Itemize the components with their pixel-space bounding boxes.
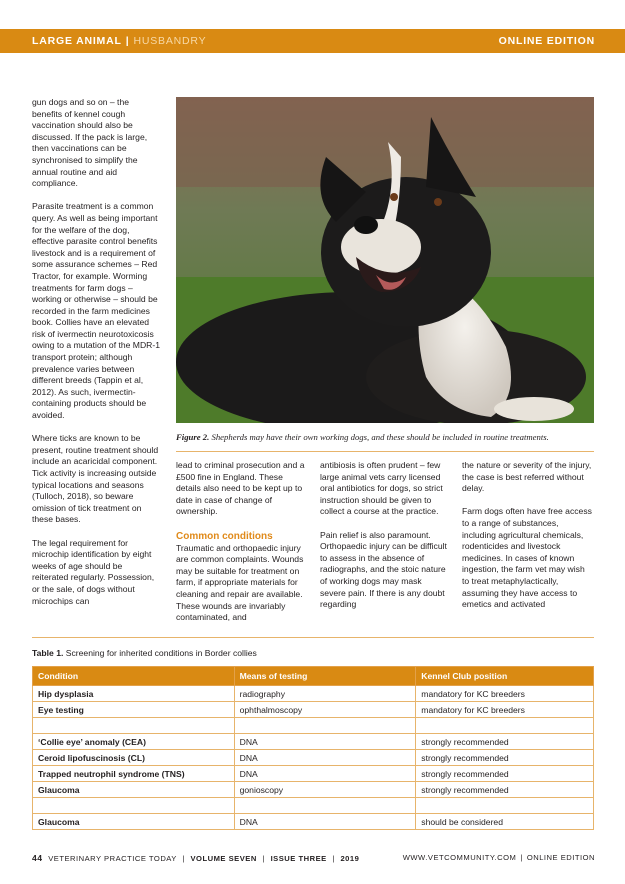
condition-cell: Trapped neutrophil syndrome (TNS): [33, 766, 235, 782]
condition-cell: Eye testing: [33, 702, 235, 718]
kc-position-cell: strongly recommended: [416, 766, 594, 782]
article-column-2: [176, 460, 306, 635]
column-header-condition: Condition: [33, 667, 235, 686]
paragraph: antibiosis is often prudent – few large animal vets carry licensed oral antibiotics for dogs, so strict instruction should be given to collect a course at the practice.: [320, 460, 443, 517]
testing-cell: DNA: [234, 734, 416, 750]
subsection-title: HUSBANDRY: [133, 35, 207, 47]
footer-edition: ONLINE EDITION: [526, 853, 595, 862]
figure-label: Figure 2.: [176, 432, 210, 442]
article-column-4: [462, 460, 594, 622]
table-divider: [32, 637, 594, 638]
table-header-row: [33, 667, 594, 686]
page-number: 44: [32, 853, 43, 863]
paragraph: Where ticks are known to be present, routine treatment should include an acaricidal component. Tick activity is increasing outside typical locations and seasons (Tulloch, 2018), so beware omission of tick treatment on these bases.: [32, 433, 159, 525]
table-row: [33, 766, 594, 782]
footer-separator: |: [332, 854, 335, 863]
kc-position-cell: strongly recommended: [416, 782, 594, 798]
testing-cell: DNA: [234, 814, 416, 830]
paragraph: Farm dogs often have free access to a range of substances, including agricultural chemicals, rodenticides and livestock medicines. In cases of known ingestion, the farm vet may wish to treat metaphylactically, assuming they have access to emetics and activated: [462, 506, 592, 610]
table-row-empty: [33, 798, 594, 814]
magazine-name: VETERINARY PRACTICE TODAY: [48, 854, 177, 863]
screening-table: [32, 666, 594, 830]
testing-cell: radiography: [234, 686, 416, 702]
column-header-testing: Means of testing: [234, 667, 416, 686]
table-title-text: Screening for inherited conditions in Border collies: [63, 648, 257, 658]
footer-separator: |: [520, 853, 523, 862]
paragraph: lead to criminal prosecution and a £500 fine in England. These details also need to be kept up to date in case of change of ownership.: [176, 460, 305, 517]
testing-cell: [234, 718, 416, 734]
footer-website: [403, 853, 595, 862]
caption-divider: [176, 451, 594, 452]
condition-cell: [33, 718, 235, 734]
table-row: [33, 750, 594, 766]
paragraph: Parasite treatment is a common query. As well as being important for the welfare of the dog, effective parasite control benefits livestock and is a requirement of some assurance schemes – Red Tractor, for example. Worming treatments for farm dogs – working or otherwise – should be recorded in the farm medicines book. Collies have an elevated risk of ivermectin neurotoxicosis owing to a mutation of the MDR-1 transport protein; although prevalence varies between different breeds (Tappin et al, 2012). As such, ivermectin-containing products should be avoided.: [32, 201, 161, 421]
footer-separator: |: [182, 854, 185, 863]
condition-cell: Glaucoma: [33, 814, 235, 830]
testing-cell: gonioscopy: [234, 782, 416, 798]
article-column-1: [32, 97, 160, 619]
figure-caption-text: Shepherds may have their own working dogs, and these should be included in routine treatments.: [209, 432, 549, 442]
paragraph: The legal requirement for microchip identification by eight weeks of age should be reiterated regularly. Possession, or the sale, of dogs without microchips can: [32, 537, 155, 606]
year-label: 2019: [340, 854, 360, 863]
volume-label: VOLUME SEVEN: [190, 854, 257, 863]
figure-caption: [176, 432, 596, 442]
paragraph: gun dogs and so on – the benefits of kennel cough vaccination should also be discussed. If the pack is large, then vaccinations can be synchronised to simplify the annual routine and aid compliance.: [32, 97, 148, 189]
table-row: [33, 782, 594, 798]
testing-cell: [234, 798, 416, 814]
article-column-3: [320, 460, 448, 622]
condition-cell: Hip dysplasia: [33, 686, 235, 702]
testing-cell: DNA: [234, 750, 416, 766]
dog-photo: [176, 97, 594, 423]
header-bar: [0, 29, 625, 53]
section-title: LARGE ANIMAL: [32, 35, 122, 47]
section-heading: Common conditions: [176, 530, 273, 542]
paragraph: the nature or severity of the injury, the case is best referred without delay.: [462, 460, 592, 494]
table-label: Table 1.: [32, 648, 64, 658]
table-row: [33, 734, 594, 750]
website-link[interactable]: WWW.VETCOMMUNITY.COM: [402, 853, 517, 862]
issue-label: ISSUE THREE: [270, 854, 327, 863]
footer-publication: [32, 853, 359, 863]
kc-position-cell: strongly recommended: [416, 734, 594, 750]
footer-separator: |: [262, 854, 265, 863]
paragraph: Traumatic and orthopaedic injury are common complaints. Wounds may be suitable for treatment on farm, if appropriate materials for cleaning and repair are available. These wounds are invariably contaminated, and: [176, 542, 304, 623]
kc-position-cell: mandatory for KC breeders: [416, 686, 594, 702]
condition-cell: [33, 798, 235, 814]
condition-cell: ‘Collie eye’ anomaly (CEA): [33, 734, 235, 750]
table-row: [33, 702, 594, 718]
condition-cell: Glaucoma: [33, 782, 235, 798]
table-row-empty: [33, 718, 594, 734]
table-row: [33, 686, 594, 702]
header-separator: |: [125, 35, 130, 47]
testing-cell: ophthalmoscopy: [234, 702, 416, 718]
condition-cell: Ceroid lipofuscinosis (CL): [33, 750, 235, 766]
kc-position-cell: [416, 718, 594, 734]
section-label: [32, 35, 206, 47]
kc-position-cell: should be considered: [416, 814, 594, 830]
testing-cell: DNA: [234, 766, 416, 782]
table-title: [32, 648, 257, 658]
kc-position-cell: [416, 798, 594, 814]
table-row: [33, 814, 594, 830]
kc-position-cell: strongly recommended: [416, 750, 594, 766]
paragraph: Pain relief is also paramount. Orthopaedic injury can be difficult to assess in the absence of radiographs, and the stoic nature of working dogs may mask severe pain. If there is any doubt regarding: [320, 529, 447, 610]
kc-position-cell: mandatory for KC breeders: [416, 702, 594, 718]
column-header-kc-position: Kennel Club position: [416, 667, 594, 686]
edition-label: ONLINE EDITION: [498, 35, 595, 47]
